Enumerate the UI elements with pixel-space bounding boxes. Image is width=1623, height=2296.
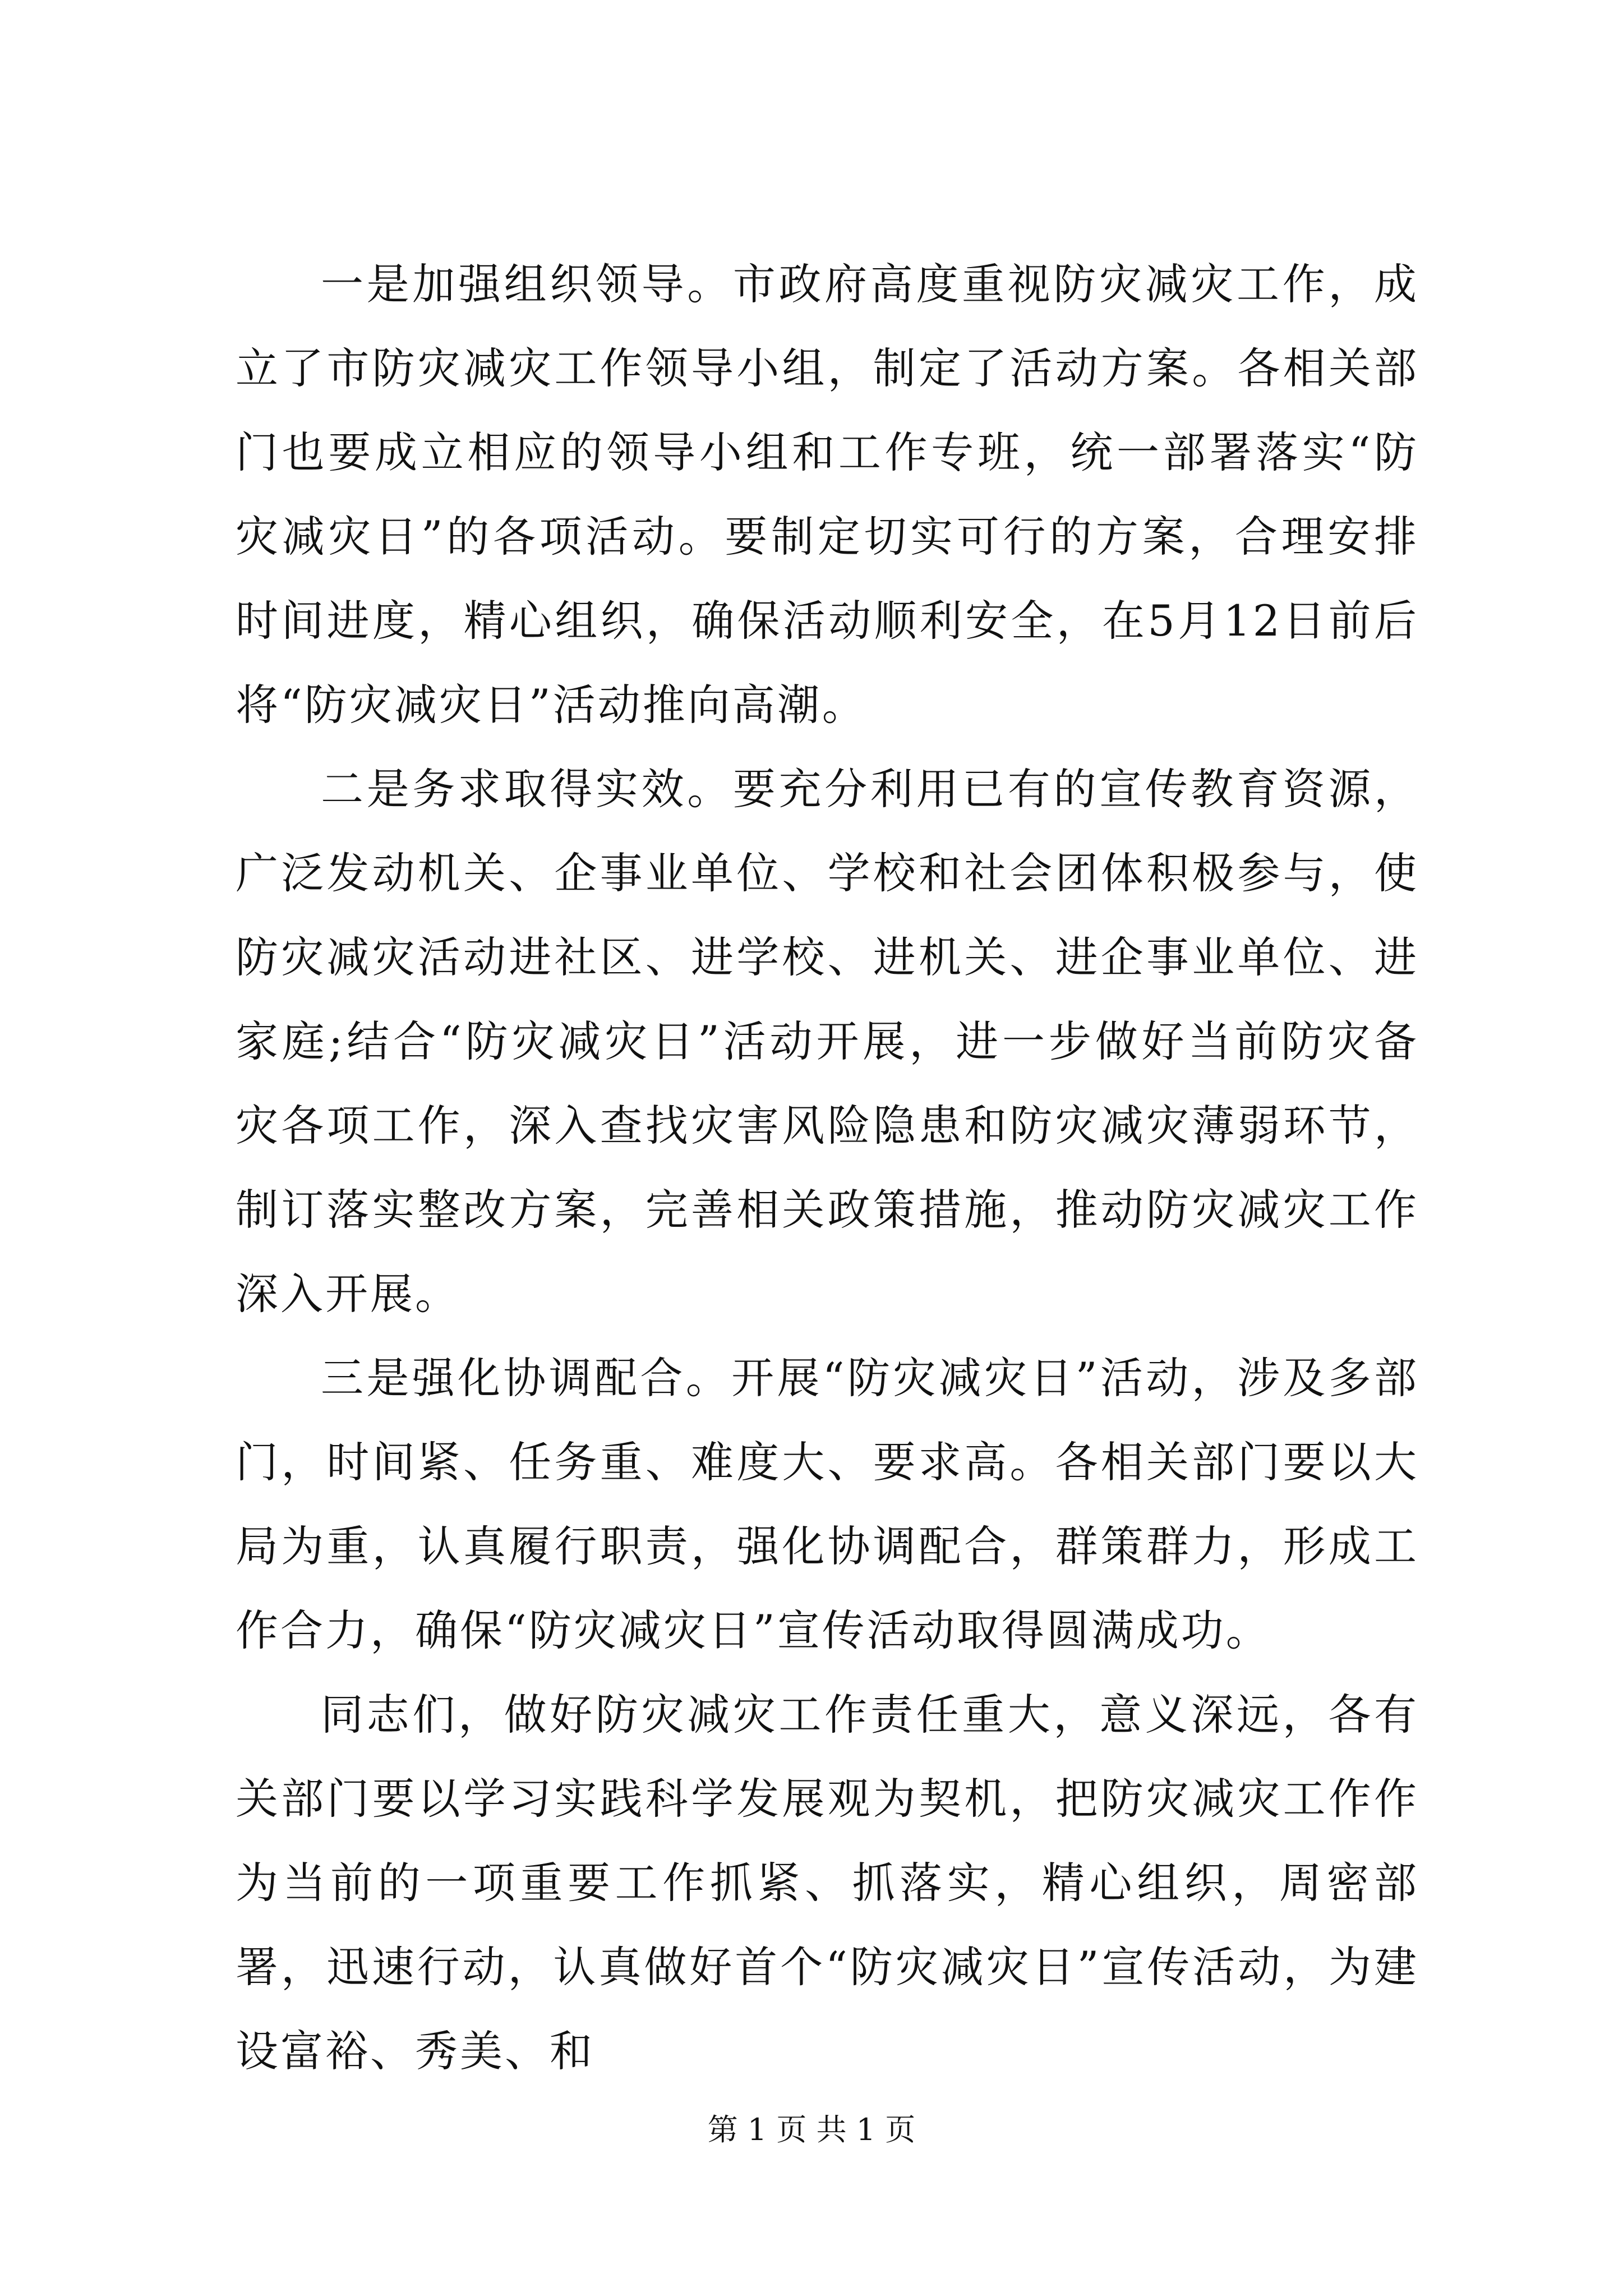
paragraph-effectiveness: 二是务求取得实效。要充分利用已有的宣传教育资源，广泛发动机关、企事业单位、学校和社会团体积极参与，使防灾减灾活动进社区、进学校、进机关、进企事业单位、进家庭;结合“防灾减灾日”活动开展，进一步做好当前防灾备灾各项工作，深入查找灾害风险隐患和防灾减灾薄弱环节，制订落实整改方案，完善相关政策措施，推动防灾减灾工作深入开展。 <box>236 764 1419 1319</box>
page-footer: 第 1 页 共 1 页 <box>707 2112 916 2147</box>
paragraph-closing: 同志们，做好防灾减灾工作责任重大，意义深远，各有关部门要以学习实践科学发展观为契机，把防灾减灾工作作为当前的一项重要工作抓紧、抓落实，精心组织，周密部署，迅速行动，认真做好首个“防灾减灾日”宣传活动，为建设富裕、秀美、和 <box>236 1690 1419 2076</box>
paragraph-coordination: 三是强化协调配合。开展“防灾减灾日”活动，涉及多部门，时间紧、任务重、难度大、要求高。各相关部门要以大局为重，认真履行职责，强化协调配合，群策群力，形成工作合力，确保“防灾减灾日”宣传活动取得圆满成功。 <box>236 1353 1419 1655</box>
document-body <box>236 242 1419 2093</box>
paragraph-organization: 一是加强组织领导。市政府高度重视防灾减灾工作，成立了市防灾减灾工作领导小组，制定了活动方案。各相关部门也要成立相应的领导小组和工作专班，统一部署落实“防灾减灾日”的各项活动。要制定切实可行的方案，合理安排时间进度，精心组织，确保活动顺利安全，在5月12日前后将“防灾减灾日”活动推向高潮。 <box>236 259 1419 730</box>
